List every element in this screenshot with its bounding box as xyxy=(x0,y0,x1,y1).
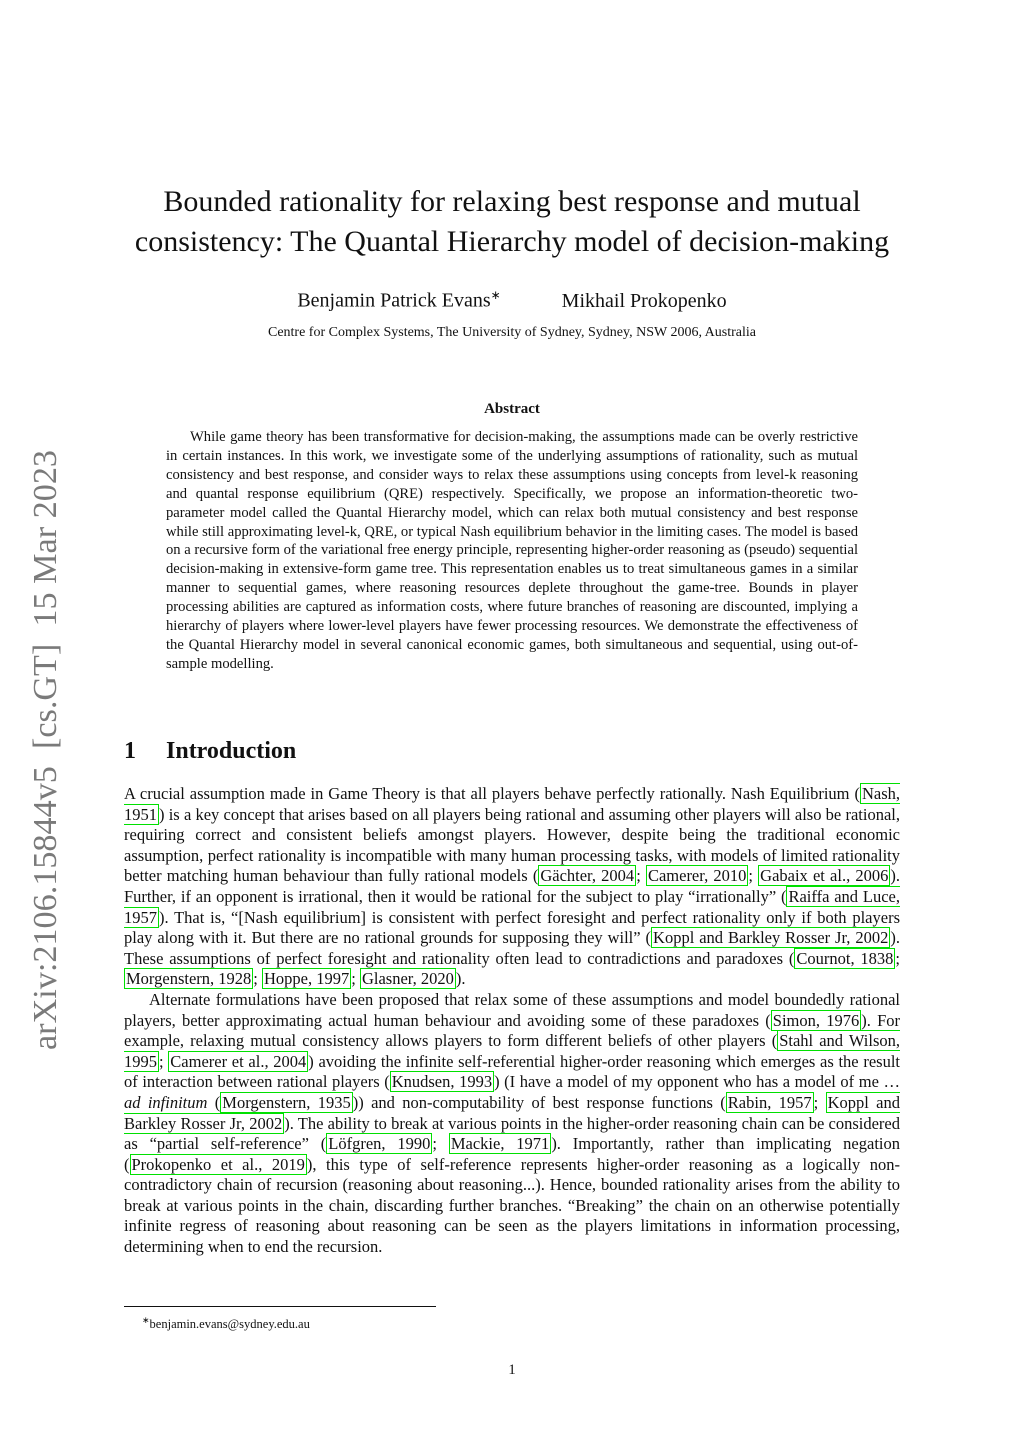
text-run: ). That is, “[Nash equilibrium] is consistent with perfect foresight and perfect rationality only if both players play along with it. But there are no rational grounds for supposing they will” ( xyxy=(124,907,900,948)
citation-link[interactable]: Raiffa and Luce, 1957 xyxy=(124,886,900,927)
section-title: Introduction xyxy=(166,738,297,764)
abstract-heading: Abstract xyxy=(484,401,540,417)
section-number: 1 xyxy=(124,738,136,764)
author-1-footnote-mark[interactable]: ∗ xyxy=(490,288,501,302)
footnote-divider xyxy=(124,1306,436,1307)
citation-link[interactable]: Mackie, 1971 xyxy=(450,1134,550,1154)
title-line-1: Bounded rationality for relaxing best response and mutual xyxy=(163,185,861,218)
affiliation: Centre for Complex Systems, The University of Sydney, Sydney, NSW 2006, Australia xyxy=(267,325,756,340)
emphasis-text: ad infinitum xyxy=(124,1092,208,1112)
citation-link[interactable]: Knudsen, 1993 xyxy=(391,1072,493,1092)
author-list xyxy=(110,282,914,314)
author-2 xyxy=(562,288,727,314)
citation-link[interactable]: Koppl and Barkley Rosser Jr, 2002 xyxy=(124,1092,901,1133)
citation-link[interactable]: Koppl and Barkley Rosser Jr, 2002 xyxy=(653,928,889,948)
citation-link[interactable]: Gächter, 2004 xyxy=(540,866,635,886)
citation-link[interactable]: Gabaix et al., 2006 xyxy=(760,866,889,886)
text-run: A crucial assumption made in Game Theory is that all players behave perfectly rationally. Nash Equilibrium ( xyxy=(124,784,860,803)
text-run: ). For example, relaxing mutual consistency allows players to form different beliefs of other players ( xyxy=(124,1010,900,1051)
arxiv-id-text: arXiv:2106.15844v5 [cs.GT] 15 Mar 2023 xyxy=(27,453,64,1050)
abstract-text: While game theory has been transformative for decision-making, the assumptions made can be overly restrictive in certain instances. In this work, we investigate some of the underlying assumptions of rationality, such as mutual consistency and best response, and consider ways to relax these assumptions using concepts from level-k reasoning and quantal response equilibrium (QRE) respectively. Specifically, we propose an information-theoretic two-parameter model called the Quantal Hierarchy model, which can relax both mutual consistency and best response while still approximating level-k, QRE, or typical Nash equilibrium behavior in the limiting cases. The model is based on a recursive form of the variational free energy principle, representing higher-order reasoning as (pseudo) sequential decision-making in extensive-form game tree. This representation enables us to treat simultaneous games in a similar manner to sequential games, where reasoning resources deplete throughout the game-tree. Bounds in player processing abilities are captured as information costs, where future branches of reasoning are discounted, implying a hierarchy of players where lower-level players have fewer processing resources. We demonstrate the effectiveness of the Quantal Hierarchy model in several canonical economic games, both simultaneous and sequential, using out-of-sample modelling. xyxy=(166,429,858,672)
text-run: Alternate formulations have been proposed that relax some of these assumptions and model boundedly rational players, better approximating actual human behaviour and avoiding some of these paradoxes ( xyxy=(124,989,900,1030)
citation-link[interactable]: Camerer et al., 2004 xyxy=(170,1051,307,1071)
author-2-name: Mikhail Prokopenko xyxy=(561,289,727,312)
citation-link[interactable]: Morgenstern, 1935 xyxy=(222,1092,351,1112)
arxiv-identifier-stamp xyxy=(10,440,70,1060)
citation-link[interactable]: Nash, 1951 xyxy=(124,784,900,824)
text-run: ) (I have a model of my opponent who has a model of me … xyxy=(494,1072,900,1092)
text-run: ). Further, if an opponent is irrational, then it would be rational for the subject to play “irrationally” ( xyxy=(124,866,901,906)
text-run: ). The ability to break at various points in the higher-order reasoning chain can be considered as “partial self-reference” ( xyxy=(124,1113,901,1154)
citation-link[interactable]: Glasner, 2020 xyxy=(361,969,454,989)
citation-link[interactable]: Simon, 1976 xyxy=(772,1010,860,1030)
text-run: ). xyxy=(455,969,466,989)
citation-link[interactable]: Hoppe, 1997 xyxy=(263,969,350,989)
footnote-mark: ∗ xyxy=(142,1315,150,1325)
citation-link[interactable]: Camerer, 2010 xyxy=(647,866,747,886)
author-1-name: Benjamin Patrick Evans xyxy=(297,289,491,312)
text-run: )) and non-computability of best response functions ( xyxy=(352,1092,726,1112)
citation-link[interactable]: Stahl and Wilson, 1995 xyxy=(124,1031,900,1071)
text-run: ). Importantly, rather than implicating negation ( xyxy=(124,1134,900,1174)
text-run: ), this type of self-reference represents higher-order reasoning as a logically non-contradictory chain of recursion (reasoning about reasoning...). Hence, bounded rationality arises from the ability to break at various points in the chain, discarding further branches. “Breaking” the chain on an otherwise potentially infinite regress of reasoning about reasoning can be seen as the players limitations in information processing, determining when to end the recursion. xyxy=(124,1154,900,1257)
section-heading xyxy=(124,738,296,765)
body-text xyxy=(124,784,900,1258)
citation-link[interactable]: Prokopenko et al., 2019 xyxy=(131,1154,305,1174)
text-run: ) avoiding the infinite self-referential higher-order reasoning which emerges as the result of interaction between rational players ( xyxy=(124,1051,900,1092)
citation-link[interactable]: Rabin, 1957 xyxy=(727,1092,812,1112)
author-1 xyxy=(297,282,500,314)
page-number: 1 xyxy=(508,1362,516,1378)
footnote xyxy=(142,1312,310,1332)
text-run: ) is a key concept that arises based on all players being rational and assuming other players will also be rational, requiring correct and consistent beliefs amongst players. However, despite being the traditional economic assumption, perfect rationality is incompatible with many human processing tasks, with models of limited rationality better matching human behaviour than fully rational models ( xyxy=(124,804,900,886)
paragraph-1: A crucial assumption made in Game Theory is that all players behave perfectly rationally. Nash Equilibrium ( Nash, 1951 ) is a key concept that arises based on all players being rational and assuming other players will also be rational, requiring correct and consistent beliefs amongst players. However, despite being the traditional economic assumption, perfect rationality is incompatible with many human processing tasks, with models of limited rationality better matching human behaviour than fully rational models ( Gächter, 2004 ; Camerer, 2010 ; Gabaix et al., 2006 ). Further, if an opponent is irrational, then it would be rational for the subject to play “irrationally” ( Raiffa and Luce, 1957 ). That is, “[Nash equilibrium] is consistent with perfect foresight and perfect rationality only if both players play along with it. But there are no rational grounds for supposing they will” ( Koppl and Barkley Rosser Jr, 2002 ). These assumptions of perfect foresight and rationality often lead to contradictions and paradoxes ( Cournot, 1838 ; Morgenstern, 1928 ; Hoppe, 1997 ; Glasner, 2020 ). xyxy=(124,784,901,989)
text-run: ( xyxy=(207,1092,221,1112)
citation-link[interactable]: Löfgren, 1990 xyxy=(328,1134,431,1154)
citation-link[interactable]: Cournot, 1838 xyxy=(796,948,894,968)
text-run: ). These assumptions of perfect foresight and rationality often lead to contradictions and paradoxes ( xyxy=(124,928,900,968)
footnote-email[interactable]: benjamin.evans@sydney.edu.au xyxy=(149,1317,310,1332)
citation-link[interactable]: Morgenstern, 1928 xyxy=(126,969,252,989)
paper-title xyxy=(110,182,914,262)
title-line-2: consistency: The Quantal Hierarchy model of decision-making xyxy=(134,225,890,258)
paragraph-2: Alternate formulations have been proposed that relax some of these assumptions and model boundedly rational players, better approximating actual human behaviour and avoiding some of these paradoxes ( Simon, 1976 ). For example, relaxing mutual consistency allows players to form different beliefs of other players ( Stahl and Wilson, 1995 ; Camerer et al., 2004 ) avoiding the infinite self-referential higher-order reasoning which emerges as the result of interaction between rational players ( Knudsen, 1993 ) (I have a model of my opponent who has a model of me … ad infinitum ( Morgenstern, 1935 )) and non-computability of best response functions ( Rabin, 1957 ; Koppl and Barkley Rosser Jr, 2002 ). The ability to break at various points in the higher-order reasoning chain can be considered as “partial self-reference” ( Löfgren, 1990 ; Mackie, 1971 ). Importantly, rather than implicating negation ( Prokopenko et al., 2019 ), this type of self-reference represents higher-order reasoning as a logically non-contradictory chain of recursion (reasoning about reasoning...). Hence, bounded rationality arises from the ability to break at various points in the chain, discarding further branches. “Breaking” the chain on an otherwise potentially infinite regress of reasoning about reasoning can be seen as the players limitations in information processing, determining when to end the recursion. xyxy=(124,989,901,1257)
